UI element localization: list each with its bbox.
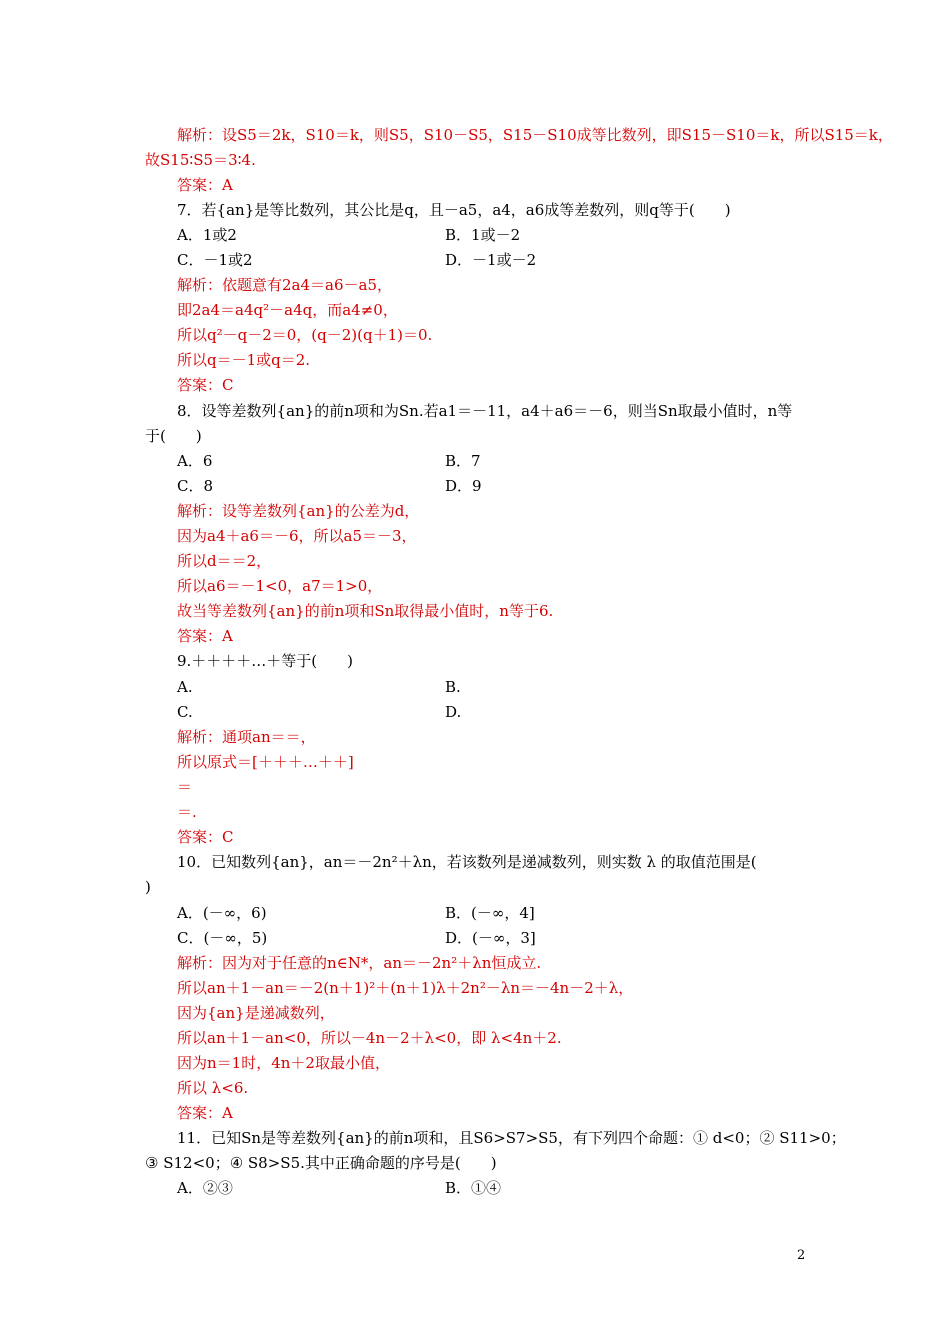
option-d: D. — [445, 703, 462, 721]
analysis-line: 因为{an}是递减数列， — [177, 1004, 335, 1022]
question-10: 10．已知数列{an}，an＝－2n²＋λn，若该数列是递减数列，则实数 λ 的取值范围是( — [177, 853, 757, 871]
option-a: A．②③ — [177, 1179, 233, 1197]
answer-line: 答案：A — [177, 176, 233, 194]
answer-line: 答案：C — [177, 828, 234, 846]
option-c: C．－1或2 — [177, 251, 253, 269]
option-b: B. — [445, 678, 461, 696]
question-8-cont: 于( ) — [145, 427, 202, 445]
question-10-cont: ) — [145, 878, 151, 896]
option-b: B．①④ — [445, 1179, 502, 1197]
option-b: B．1或－2 — [445, 226, 521, 244]
analysis-line: 所以an＋1－an＝－2(n＋1)²＋(n＋1)λ＋2n²－λn＝－4n－2＋λ， — [177, 979, 634, 997]
answer-line: 答案：C — [177, 376, 234, 394]
analysis-line: 所以q＝－1或q＝2. — [177, 351, 311, 369]
analysis-line: 即2a4＝a4q²－a4q，而a4≠0， — [177, 301, 398, 319]
option-b: B．7 — [445, 452, 481, 470]
option-a: A．(－∞，6) — [177, 904, 267, 922]
option-d: D．9 — [445, 477, 482, 495]
analysis-line: 解析：设S5＝2k，S10＝k，则S5，S10－S5，S15－S10成等比数列，即S15－S10＝k，所以S15＝k， — [177, 126, 893, 144]
analysis-line: 所以 λ<6. — [177, 1079, 249, 1097]
option-a: A. — [177, 678, 193, 696]
analysis-line: 因为n＝1时，4n＋2取最小值， — [177, 1054, 390, 1072]
answer-line: 答案：A — [177, 1104, 233, 1122]
analysis-line: 所以a6＝－1<0，a7＝1>0， — [177, 577, 383, 595]
option-a: A．1或2 — [177, 226, 237, 244]
option-d: D．－1或－2 — [445, 251, 537, 269]
analysis-line: 所以d＝＝2， — [177, 552, 272, 570]
analysis-line: 因为a4＋a6＝－6，所以a5＝－3， — [177, 527, 417, 545]
analysis-line: ＝ — [177, 778, 193, 796]
answer-line: 答案：A — [177, 627, 233, 645]
analysis-line: 解析：依题意有2a4＝a6－a5， — [177, 276, 393, 294]
option-c: C．8 — [177, 477, 214, 495]
question-8: 8．设等差数列{an}的前n项和为Sn.若a1＝－11，a4＋a6＝－6，则当Sn取最小值时，n等 — [177, 402, 793, 420]
option-a: A．6 — [177, 452, 213, 470]
analysis-line: 故当等差数列{an}的前n项和Sn取得最小值时，n等于6. — [177, 602, 554, 620]
analysis-line: 所以q²－q－2＝0，(q－2)(q＋1)＝0. — [177, 326, 433, 344]
question-11: 11．已知Sn是等差数列{an}的前n项和，且S6>S7>S5，有下列四个命题：① d<0；② S11>0； — [177, 1129, 846, 1147]
question-11-cont: ③ S12<0；④ S8>S5.其中正确命题的序号是( ) — [145, 1154, 497, 1172]
analysis-line: 解析：通项an＝＝， — [177, 728, 316, 746]
analysis-line: 解析：设等差数列{an}的公差为d， — [177, 502, 420, 520]
option-b: B．(－∞，4] — [445, 904, 535, 922]
question-7: 7．若{an}是等比数列，其公比是q，且－a5，a4，a6成等差数列，则q等于( ) — [177, 201, 731, 219]
analysis-line: ＝. — [177, 803, 197, 821]
analysis-line: 所以原式＝[＋＋＋…＋＋] — [177, 753, 354, 771]
question-9: 9.＋＋＋＋…＋等于( ) — [177, 652, 354, 670]
analysis-line: 故S15∶S5＝3∶4. — [145, 151, 256, 169]
option-c: C. — [177, 703, 193, 721]
option-d: D．(－∞，3] — [445, 929, 536, 947]
analysis-line: 解析：因为对于任意的n∈N*，an＝－2n²＋λn恒成立. — [177, 954, 542, 972]
page-number: 2 — [797, 1248, 806, 1263]
option-c: C．(－∞，5) — [177, 929, 268, 947]
analysis-line: 所以an＋1－an<0，所以－4n－2＋λ<0，即 λ<4n＋2. — [177, 1029, 562, 1047]
